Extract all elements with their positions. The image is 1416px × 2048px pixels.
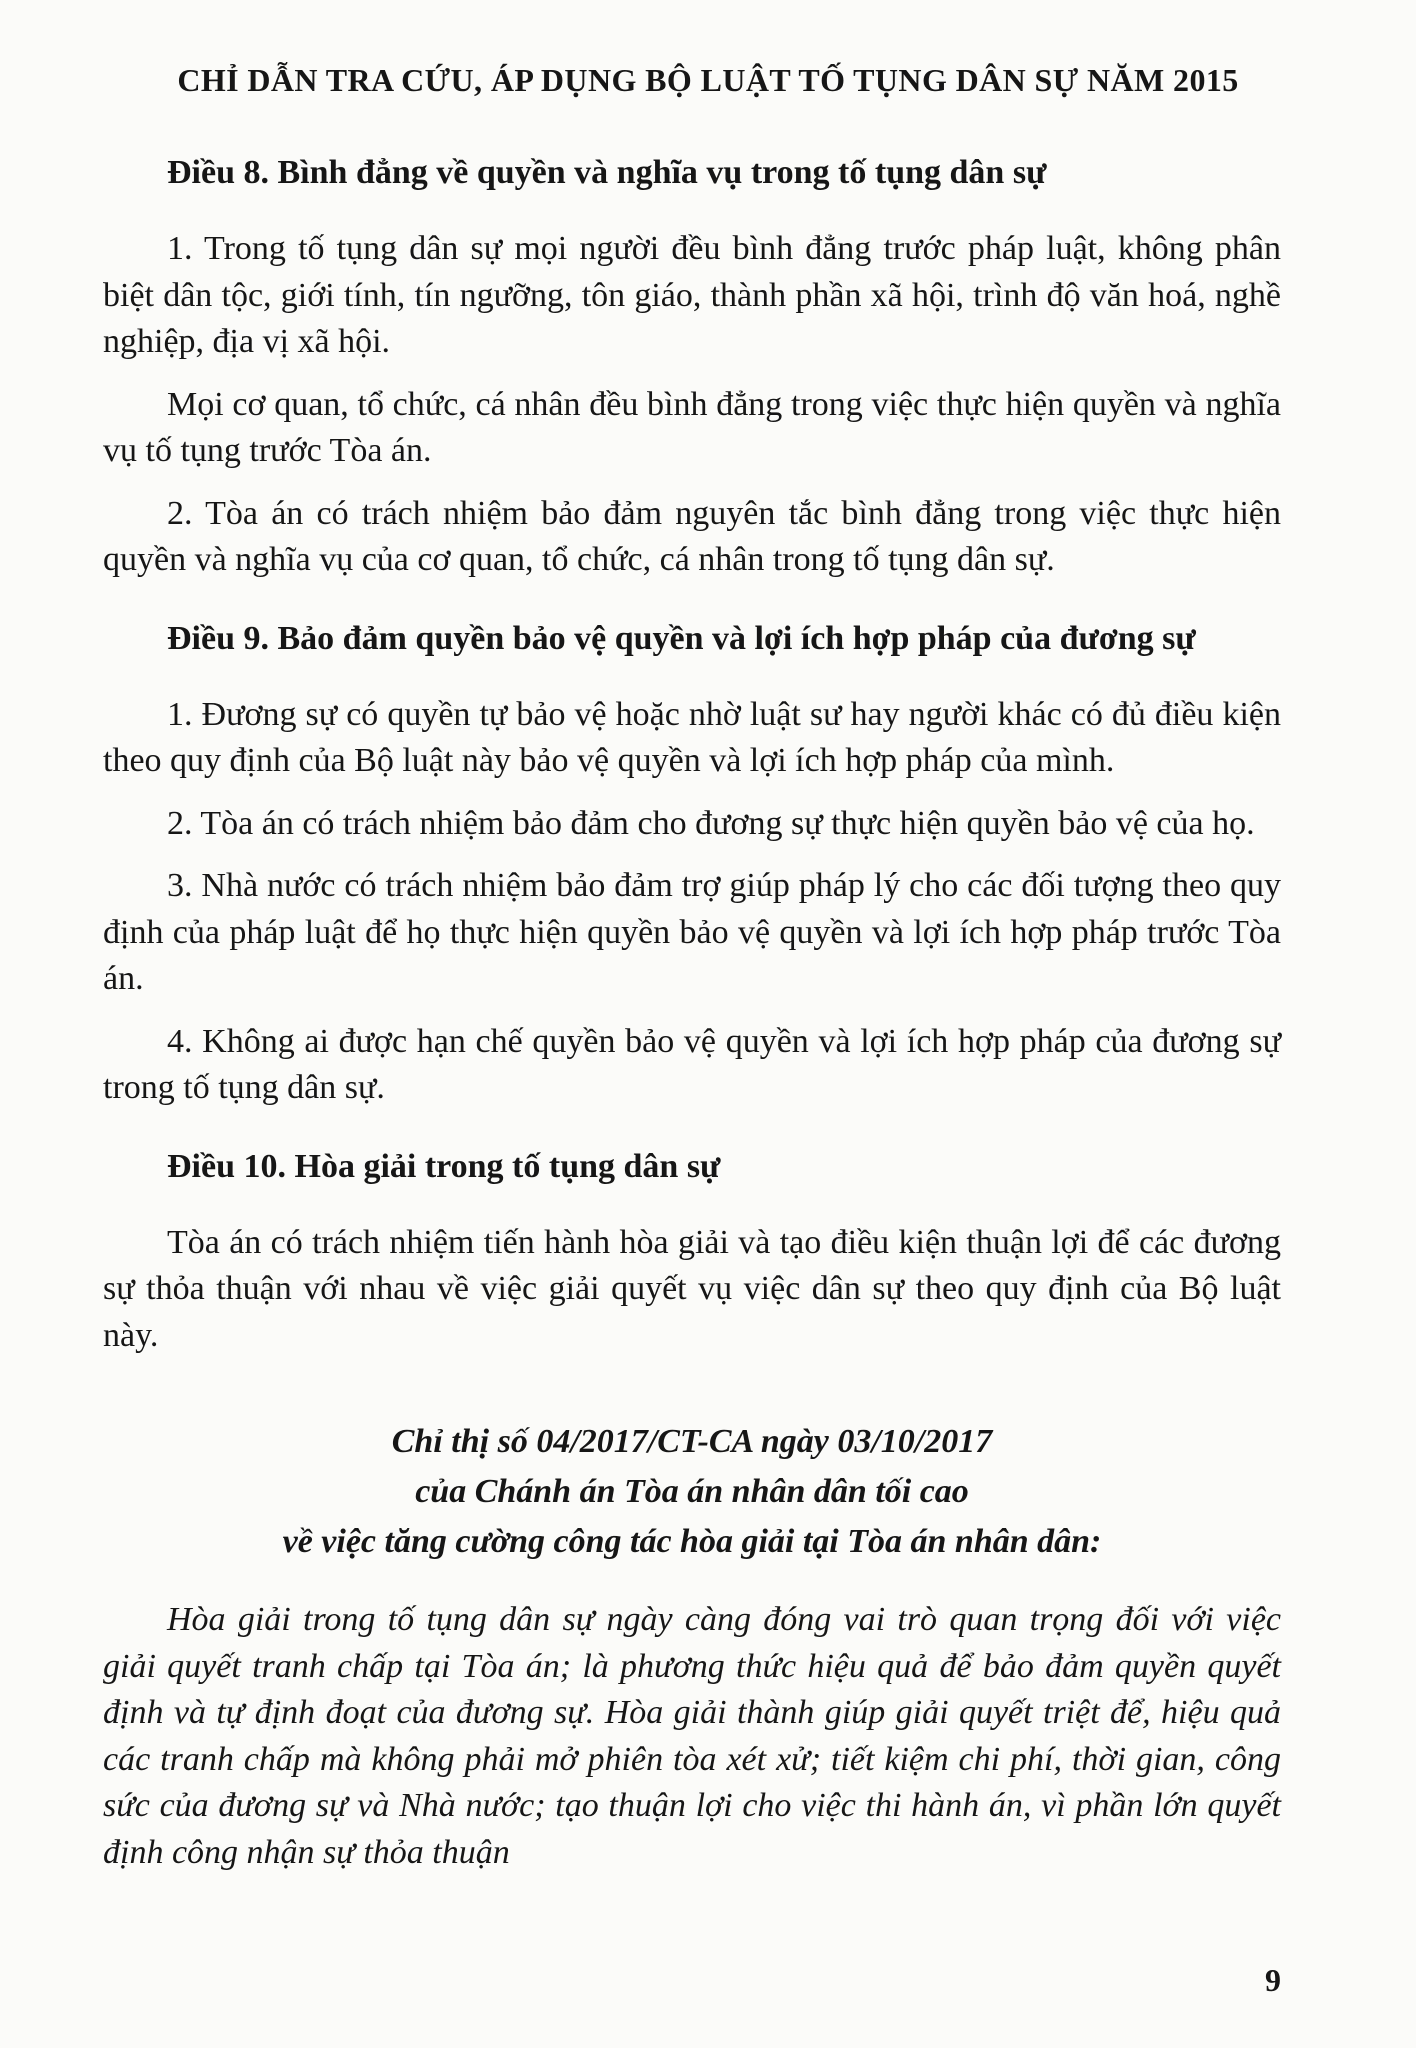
- article-heading: Điều 10. Hòa giải trong tố tụng dân sự: [167, 1147, 721, 1185]
- paragraph: 2. Tòa án có trách nhiệm bảo đảm cho đương sự thực hiện quyền bảo vệ của họ.: [167, 804, 1255, 842]
- paragraph: 1. Trong tố tụng dân sự mọi người đều bình đẳng trước pháp luật, không phân biệt dân tộc, giới tính, tín ngưỡng, tôn giáo, thành phần xã hội, trình độ văn hoá, nghề nghiệp, địa vị xã hội.: [103, 230, 1281, 360]
- running-header: CHỈ DẪN TRA CỨU, ÁP DỤNG BỘ LUẬT TỐ TỤNG DÂN SỰ NĂM 2015: [177, 62, 1239, 98]
- directive-title-line: về việc tăng cường công tác hòa giải tại Tòa án nhân dân:: [282, 1523, 1102, 1560]
- paragraph: 4. Không ai được hạn chế quyền bảo vệ quyền và lợi ích hợp pháp của đương sự trong tố tụng dân sự.: [103, 1022, 1281, 1106]
- paragraph: 2. Tòa án có trách nhiệm bảo đảm nguyên tắc bình đẳng trong việc thực hiện quyền và nghĩa vụ của cơ quan, tổ chức, cá nhân trong tố tụng dân sự.: [103, 494, 1281, 578]
- paragraph: Mọi cơ quan, tổ chức, cá nhân đều bình đẳng trong việc thực hiện quyền và nghĩa vụ tố tụng trước Tòa án.: [103, 385, 1281, 469]
- article-heading: Điều 9. Bảo đảm quyền bảo vệ quyền và lợi ích hợp pháp của đương sự: [167, 619, 1196, 657]
- paragraph: 3. Nhà nước có trách nhiệm bảo đảm trợ giúp pháp lý cho các đối tượng theo quy định của pháp luật để họ thực hiện quyền bảo vệ quyền và lợi ích hợp pháp trước Tòa án.: [103, 867, 1281, 997]
- article-8: [103, 150, 1281, 584]
- article-10: [103, 1144, 1281, 1360]
- page-content: [103, 150, 1281, 1876]
- directive-title: [103, 1417, 1281, 1567]
- article-heading: Điều 8. Bình đẳng về quyền và nghĩa vụ trong tố tụng dân sự: [167, 154, 1047, 191]
- paragraph: Tòa án có trách nhiệm tiến hành hòa giải và tạo điều kiện thuận lợi để các đương sự thỏa thuận với nhau về việc giải quyết vụ việc dân sự theo quy định của Bộ luật này.: [103, 1223, 1281, 1354]
- directive-body: Hòa giải trong tố tụng dân sự ngày càng đóng vai trò quan trọng đối với việc giải quyết tranh chấp tại Tòa án; là phương thức hiệu quả để bảo đảm quyền quyết định và tự định đoạt của đương sự. Hòa giải thành giúp giải quyết triệt để, hiệu quả các tranh chấp mà không phải mở phiên tòa xét xử; tiết kiệm chi phí, thời gian, công sức của đương sự và Nhà nước; tạo thuận lợi cho việc thi hành án, vì phần lớn quyết định công nhận sự thỏa thuận: [103, 1601, 1281, 1871]
- paragraph: 1. Đương sự có quyền tự bảo vệ hoặc nhờ luật sư hay người khác có đủ điều kiện theo quy định của Bộ luật này bảo vệ quyền và lợi ích hợp pháp của mình.: [103, 695, 1281, 779]
- page-number: 9: [1265, 1962, 1281, 1998]
- directive-section: [103, 1417, 1281, 1876]
- directive-title-line: Chỉ thị số 04/2017/CT-CA ngày 03/10/2017: [391, 1423, 993, 1460]
- article-9: [103, 616, 1281, 1112]
- directive-title-line: của Chánh án Tòa án nhân dân tối cao: [415, 1473, 969, 1510]
